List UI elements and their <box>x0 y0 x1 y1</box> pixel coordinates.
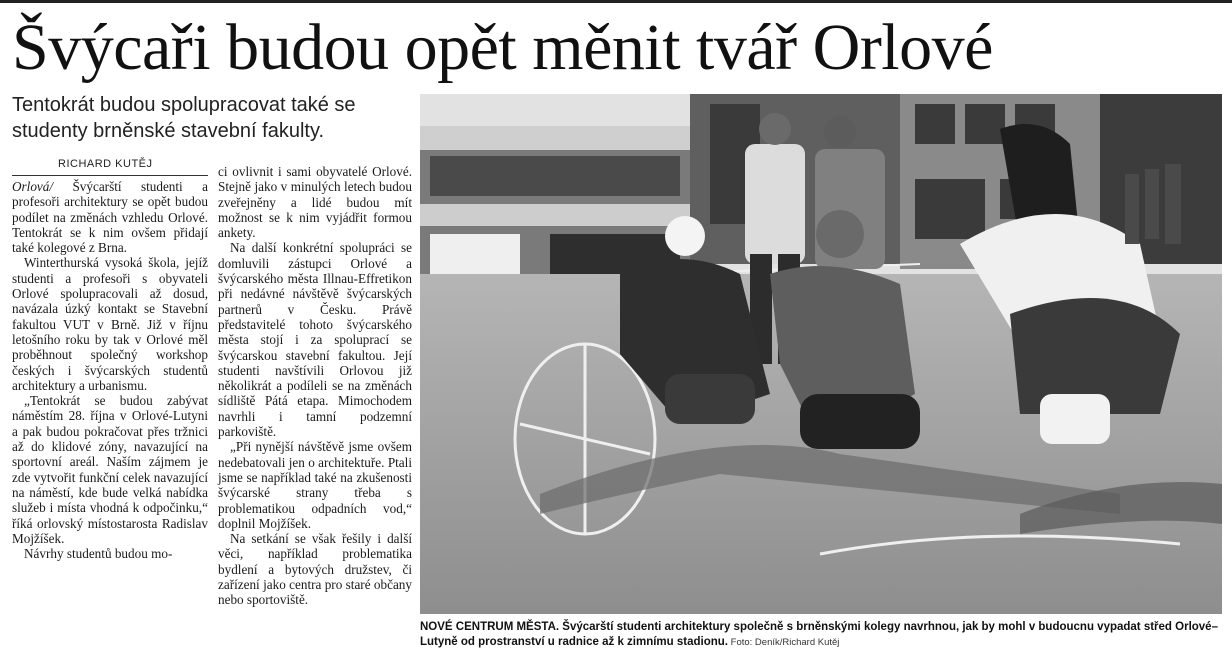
caption-text: Švýcarští studenti architektury společně s brněnskými kolegy navrhnou, jak by mohl v budoucnu vypadat střed Orlové–Lutyně od prostranství u radnice až k zimnímu stadionu. <box>420 621 1218 648</box>
paragraph: Na další konkrétní spolupráci se domluvili zástupci Orlové a švýcarského města Illnau-Effretikon při nedávné návštěvě švýcarských partnerů v Česku. Právě představitelé tohoto švýcarského města stojí i za spoluprací se švýcarskou stavební fakultou. Její studenti navštívili Orlovou již několikrát a podíleli se na změnách sídliště Pátá etapa. Mimochodem navrhli i tamní podzemní parkoviště. <box>218 240 412 440</box>
paragraph: Winterthurská vysoká škola, jejíž studenti a profesoři s obyvateli Orlové spolupracovali až dosud, navázala úzký kontakt se Stavební fakultou VUT v Brně. Již v říjnu letošního roku by tak v Orlové měl proběhnout společný workshop českých i švýcarských studentů architektury a urbanismu. <box>12 255 208 393</box>
caption-heading: NOVÉ CENTRUM MĚSTA. <box>420 621 560 633</box>
dateline: Orlová/ <box>12 179 54 194</box>
byline-rule <box>12 175 208 176</box>
news-photo <box>420 94 1222 614</box>
background-people <box>1125 164 1181 244</box>
headline: Švýcaři budou opět měnit tvář Orlové <box>12 11 993 84</box>
paragraph <box>12 179 208 255</box>
article-column-2 <box>218 164 412 608</box>
photo-credit: Foto: Deník/Richard Kutěj <box>728 637 840 648</box>
subheadline: Tentokrát budou spolupracovat také se studenty brněnské stavební fakulty. <box>12 94 356 142</box>
top-rule <box>0 0 1232 3</box>
photo-caption <box>420 620 1222 650</box>
article-column-1 <box>12 179 208 561</box>
paragraph: ci ovlivnit i sami obyvatelé Orlové. Stejně jako v minulých letech budou zveřejněny a lidé budou mít možnost se k nim vyjádřit formou ankety. <box>218 164 412 241</box>
paragraph-text: Švýcarští studenti a profesoři architektury se opět budou podílet na změnách vzhledu Orlové. Tentokrát se k nim ovšem přidají také kolegové z Brna. <box>12 179 208 256</box>
paragraph: Návrhy studentů budou mo- <box>24 546 173 562</box>
paragraph: „Při nynější návštěvě jsme ovšem nedebatovali jen o architektuře. Ptali jsme se například také na zkušenosti švýcarské strany třeba s problematikou odpadních vod,“ doplnil Mojžíšek. <box>218 439 412 531</box>
photo-illustration <box>420 94 1222 614</box>
paragraph: „Tentokrát se budou zabývat náměstím 28. října v Orlové-Lutyni a pak budou pokračovat přes tržnici až do klidové zóny, navazující na sportovní areál. Naším zájmem je zde vytvořit funkční celek navazující na náměstí, kde bude velká nabídka služeb i místa vhodná k odpočinku,“ říká orlovský místostarosta Radislav Mojžíšek. <box>12 393 208 546</box>
byline: RICHARD KUTĚJ <box>58 158 153 170</box>
paragraph: Na setkání se však řešily i další věci, například problematika bydlení a bytových družstev, či zařízení jako centra pro staré občany nebo sportoviště. <box>218 531 412 608</box>
